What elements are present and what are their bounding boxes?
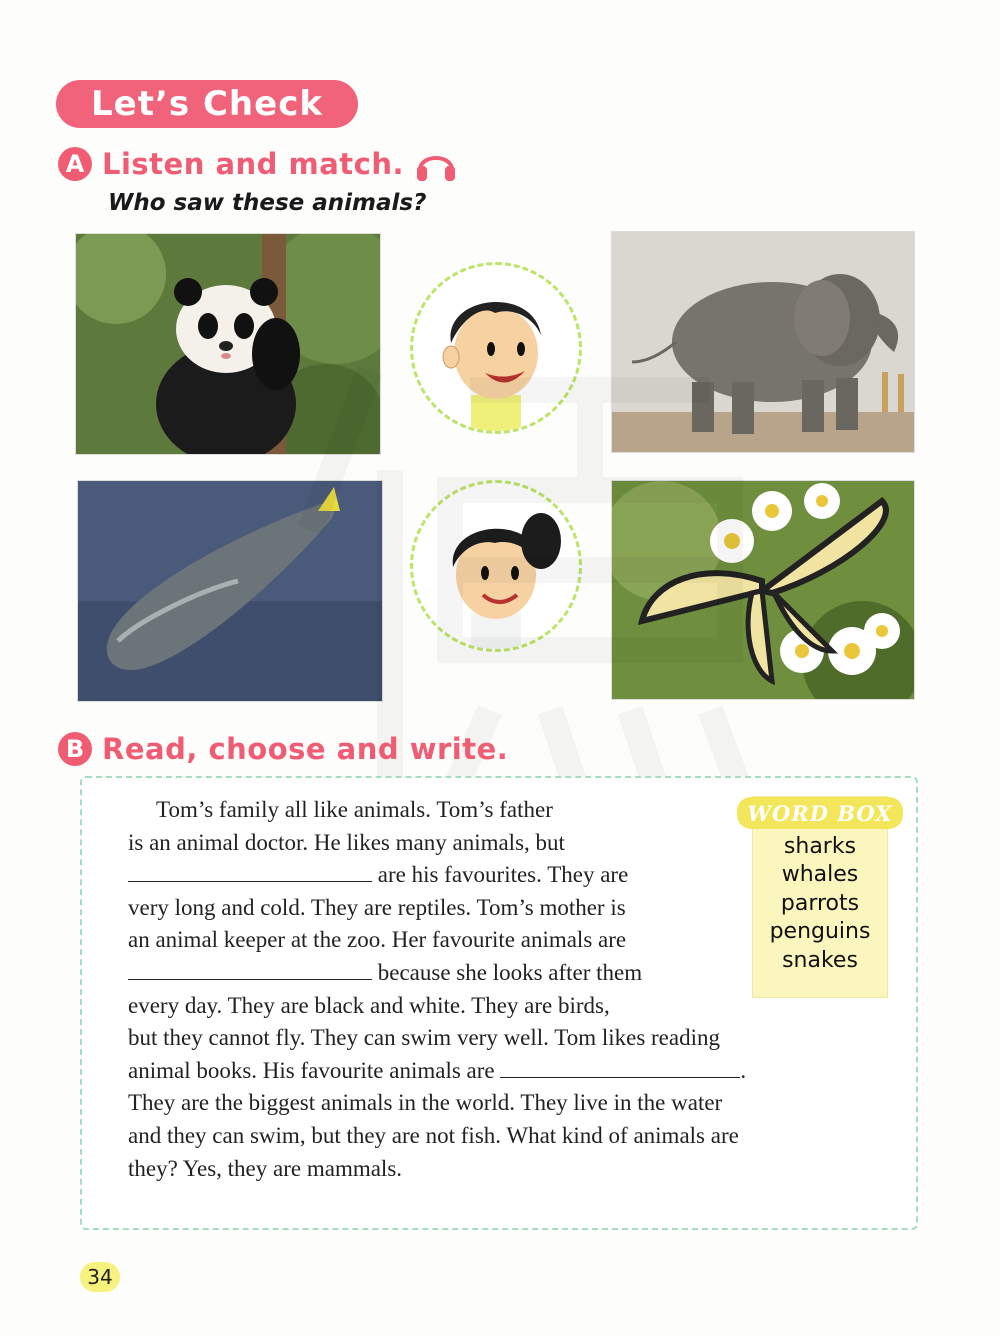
headphones-icon[interactable]: [414, 144, 458, 184]
word-item: parrots: [780, 890, 860, 916]
page-title-text: Let’s Check: [91, 84, 323, 124]
passage-line: and they can swim, but they are not fish. What kind of animals are: [128, 1122, 739, 1148]
passage-period: .: [740, 1057, 747, 1083]
passage-line: every day. They are black and white. They are birds,: [128, 992, 610, 1018]
passage-line: an animal keeper at the zoo. Her favourite animals are: [128, 927, 627, 953]
word-item: snakes: [782, 947, 858, 973]
word-item: penguins: [769, 919, 871, 945]
passage-line: [128, 957, 868, 990]
passage-line: they? Yes, they are mammals.: [128, 1155, 403, 1181]
passage-line: [128, 859, 868, 892]
reading-passage: [128, 794, 868, 1185]
section-b-badge: B: [58, 732, 92, 766]
section-a-question: Who saw these animals?: [108, 190, 427, 216]
butterfly-photo[interactable]: [611, 480, 915, 700]
answer-blank-3[interactable]: [500, 1055, 740, 1078]
passage-line: Tom’s family all like animals. Tom’s father: [156, 797, 553, 822]
passage-line-text: because she looks after them: [377, 959, 643, 985]
panda-photo[interactable]: [75, 233, 381, 455]
word-box-title: WORD BOX: [737, 797, 903, 829]
section-a-title: Listen and match.: [102, 147, 405, 181]
passage-line-text: animal books. His favourite animals are: [128, 1057, 495, 1083]
passage-line-text: are his favourites. They are: [377, 862, 629, 888]
elephant-photo[interactable]: [611, 231, 915, 453]
whale-photo[interactable]: [77, 480, 383, 702]
section-a-heading: [58, 144, 458, 184]
passage-line: They are the biggest animals in the world. They live in the water: [128, 1090, 723, 1116]
answer-blank-2[interactable]: [128, 957, 372, 980]
section-b-title: Read, choose and write.: [102, 732, 509, 766]
answer-blank-1[interactable]: [128, 859, 372, 882]
page-title: [56, 80, 358, 128]
section-a-badge: A: [58, 147, 92, 181]
passage-line: [128, 1055, 868, 1088]
word-item: sharks: [783, 834, 857, 859]
word-item: whales: [781, 862, 859, 888]
page-number: 34: [80, 1262, 120, 1292]
passage-line: very long and cold. They are reptiles. Tom’s mother is: [128, 894, 626, 920]
girl-avatar[interactable]: [410, 480, 582, 652]
boy-avatar[interactable]: [410, 262, 582, 434]
section-b-heading: [58, 732, 508, 766]
passage-line: but they cannot fly. They can swim very well. Tom likes reading: [128, 1025, 720, 1051]
passage-line: is an animal doctor. He likes many animals, but: [128, 829, 565, 855]
